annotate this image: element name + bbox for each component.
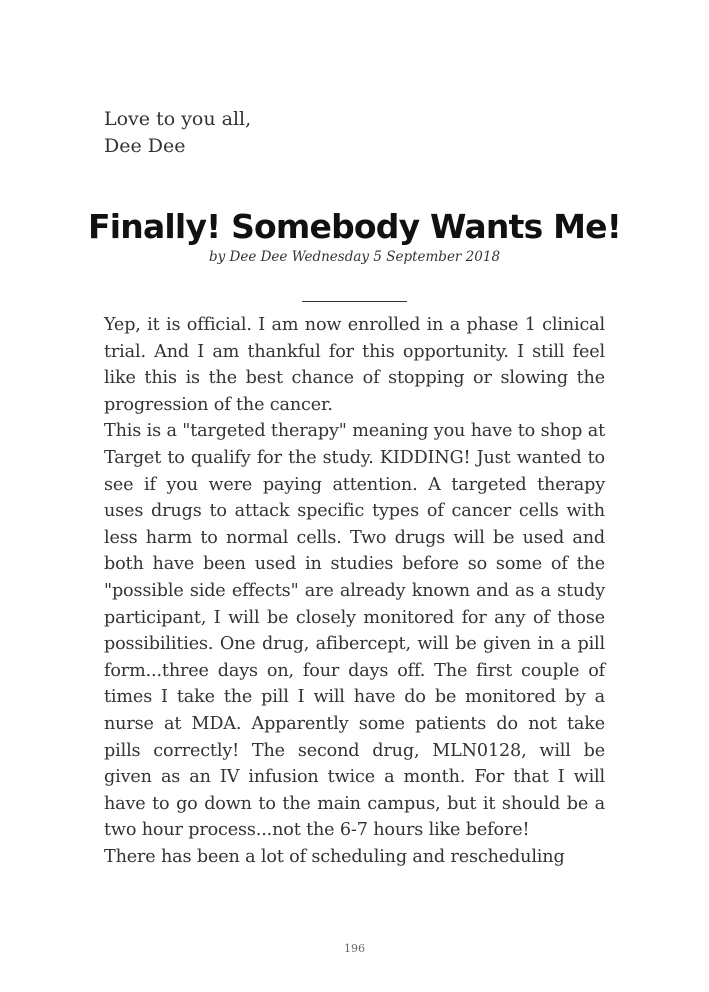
body-paragraph: Yep, it is official. I am now enrolled in a phase 1 clinical trial. And I am thankful for this opportunity. I still feel like this is the best chance of stopping or slowing the progression of the cancer. [104,315,605,415]
body-paragraph: There has been a lot of scheduling and rescheduling [104,846,565,867]
title-divider [302,301,407,302]
closing-line: Love to you all, [104,108,252,130]
body-paragraph: This is a "targeted therapy" meaning you have to shop at Target to qualify for the study. KIDDING! Just wanted to see if you were paying attention. A targeted therapy uses drugs to attack specific types of cancer cells with less harm to normal cells. Two drugs will be used and both have been used in studies before so some of the "possible side effects" are already known and as a study participant, I will be closely monitored for any of those possibilities. One drug, afibercept, will be given in a pill form...three days on, four days off. The first couple of times I take the pill I will have do be monitored by a nurse at MDA. Apparently some patients do not take pills correctly! The second drug, MLN0128, will be given as an IV infusion twice a month. For that I will have to go down to the main campus, but it should be a two hour process...not the 6-7 hours like before! [104,421,605,841]
closing-signoff [104,106,604,160]
article-body [104,312,605,870]
closing-signature: Dee Dee [104,135,186,157]
article-byline: by Dee Dee Wednesday 5 September 2018 [208,249,501,265]
page-number: 196 [344,942,365,955]
article-title: Finally! Somebody Wants Me! [88,207,621,246]
